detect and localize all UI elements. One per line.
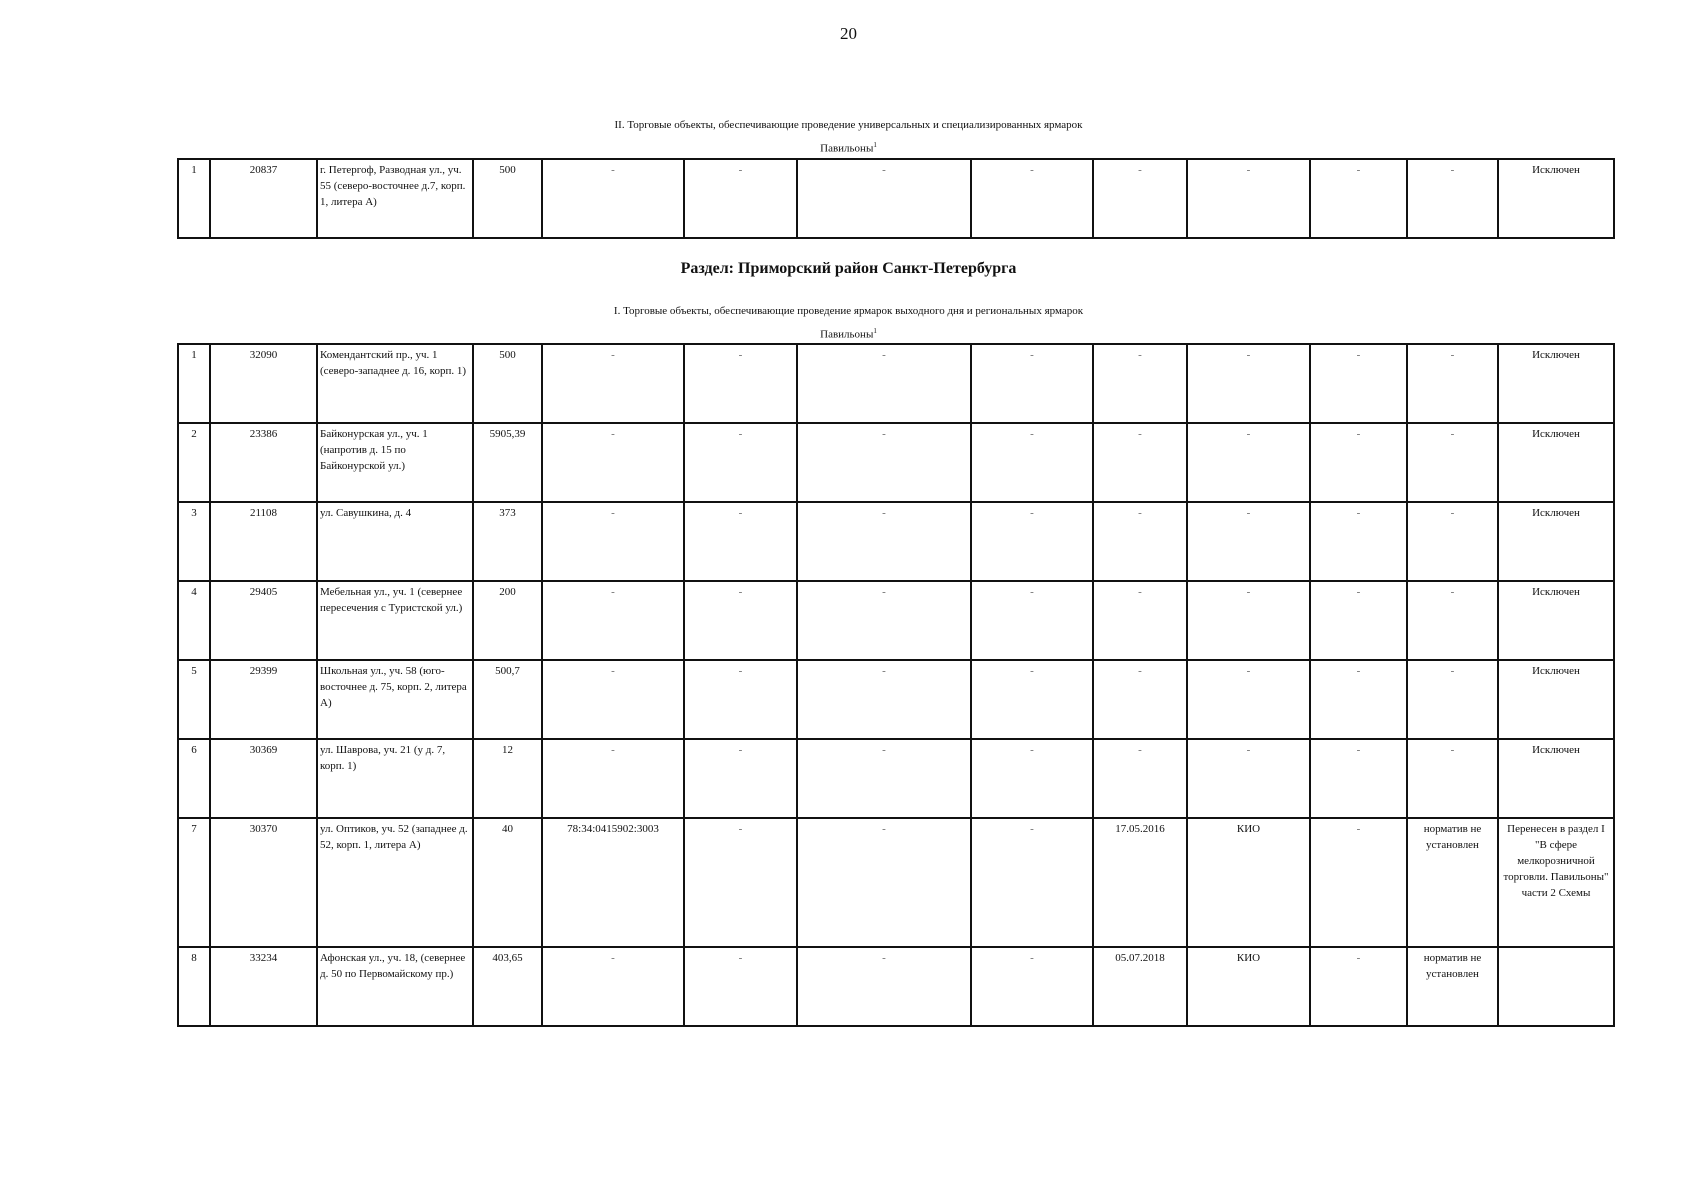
cell-organization: - bbox=[1187, 739, 1310, 818]
cell-cadastral-number: - bbox=[542, 739, 684, 818]
cell-norm: - bbox=[1407, 739, 1498, 818]
cell-col-6: - bbox=[684, 818, 797, 947]
cell-col-8: - bbox=[971, 947, 1093, 1026]
cell-col-6: - bbox=[684, 502, 797, 581]
cell-area: 40 bbox=[473, 818, 542, 947]
cell-col-11: - bbox=[1310, 947, 1407, 1026]
cell-cadastral-number: - bbox=[542, 581, 684, 660]
cell-col-8: - bbox=[971, 739, 1093, 818]
cell-object-id: 20837 bbox=[210, 159, 317, 238]
cell-norm: - bbox=[1407, 581, 1498, 660]
cell-row-number: 5 bbox=[178, 660, 210, 739]
cell-col-7: - bbox=[797, 739, 971, 818]
cell-object-id: 29399 bbox=[210, 660, 317, 739]
cell-col-11: - bbox=[1310, 660, 1407, 739]
cell-address: ул. Шаврова, уч. 21 (у д. 7, корп. 1) bbox=[317, 739, 473, 818]
cell-col-11: - bbox=[1310, 818, 1407, 947]
cell-status: Перенесен в раздел I "В сфере мелкорозничной торговли. Павильоны" части 2 Схемы bbox=[1498, 818, 1614, 947]
table-row bbox=[178, 739, 1614, 818]
cell-organization: - bbox=[1187, 344, 1310, 423]
cell-col-11: - bbox=[1310, 502, 1407, 581]
table-row bbox=[178, 502, 1614, 581]
cell-address: Школьная ул., уч. 58 (юго-восточнее д. 75, корп. 2, литера А) bbox=[317, 660, 473, 739]
cell-date: - bbox=[1093, 739, 1187, 818]
cell-organization: - bbox=[1187, 159, 1310, 238]
cell-area: 500 bbox=[473, 344, 542, 423]
part2-subcaption-footnote: 1 bbox=[873, 141, 877, 149]
cell-cadastral-number: - bbox=[542, 947, 684, 1026]
part1-subcaption bbox=[0, 327, 1697, 341]
table-row bbox=[178, 344, 1614, 423]
cell-col-11: - bbox=[1310, 423, 1407, 502]
part2-subcaption-text: Павильоны bbox=[820, 142, 874, 155]
part1-subcaption-footnote: 1 bbox=[873, 327, 877, 335]
cell-col-8: - bbox=[971, 159, 1093, 238]
cell-object-id: 29405 bbox=[210, 581, 317, 660]
table-row bbox=[178, 660, 1614, 739]
cell-norm: - bbox=[1407, 159, 1498, 238]
cell-col-7: - bbox=[797, 818, 971, 947]
cell-organization: - bbox=[1187, 660, 1310, 739]
cell-row-number: 1 bbox=[178, 344, 210, 423]
section-title: Раздел: Приморский район Санкт-Петербурга bbox=[680, 260, 1017, 277]
cell-status: Исключен bbox=[1498, 423, 1614, 502]
cell-date: - bbox=[1093, 423, 1187, 502]
cell-status bbox=[1498, 947, 1614, 1026]
cell-address: ул. Оптиков, уч. 52 (западнее д. 52, корп. 1, литера А) bbox=[317, 818, 473, 947]
table-row bbox=[178, 581, 1614, 660]
cell-row-number: 6 bbox=[178, 739, 210, 818]
cell-norm: - bbox=[1407, 344, 1498, 423]
cell-col-6: - bbox=[684, 344, 797, 423]
cell-cadastral-number: - bbox=[542, 660, 684, 739]
cell-date: - bbox=[1093, 344, 1187, 423]
cell-col-6: - bbox=[684, 739, 797, 818]
cell-col-7: - bbox=[797, 502, 971, 581]
cell-col-8: - bbox=[971, 502, 1093, 581]
cell-status: Исключен bbox=[1498, 581, 1614, 660]
part1-caption: I. Торговые объекты, обеспечивающие проведение ярмарок выходного дня и региональных ярмарок bbox=[613, 305, 1084, 317]
cell-date: - bbox=[1093, 502, 1187, 581]
cell-col-6: - bbox=[684, 423, 797, 502]
cell-col-8: - bbox=[971, 818, 1093, 947]
cell-area: 500 bbox=[473, 159, 542, 238]
cell-row-number: 3 bbox=[178, 502, 210, 581]
cell-address: ул. Савушкина, д. 4 bbox=[317, 502, 473, 581]
cell-col-6: - bbox=[684, 581, 797, 660]
cell-cadastral-number: - bbox=[542, 502, 684, 581]
cell-row-number: 7 bbox=[178, 818, 210, 947]
cell-col-11: - bbox=[1310, 739, 1407, 818]
cell-area: 200 bbox=[473, 581, 542, 660]
cell-norm: - bbox=[1407, 660, 1498, 739]
cell-row-number: 1 bbox=[178, 159, 210, 238]
cell-norm: норматив не установлен bbox=[1407, 947, 1498, 1026]
cell-organization: - bbox=[1187, 581, 1310, 660]
cell-norm: - bbox=[1407, 423, 1498, 502]
cell-col-7: - bbox=[797, 660, 971, 739]
cell-organization: КИО bbox=[1187, 818, 1310, 947]
cell-cadastral-number: - bbox=[542, 344, 684, 423]
cell-area: 5905,39 bbox=[473, 423, 542, 502]
part2-table bbox=[177, 158, 1615, 239]
cell-cadastral-number: - bbox=[542, 159, 684, 238]
cell-row-number: 4 bbox=[178, 581, 210, 660]
cell-area: 373 bbox=[473, 502, 542, 581]
cell-col-7: - bbox=[797, 947, 971, 1026]
cell-organization: - bbox=[1187, 502, 1310, 581]
cell-organization: КИО bbox=[1187, 947, 1310, 1026]
cell-status: Исключен bbox=[1498, 502, 1614, 581]
cell-row-number: 2 bbox=[178, 423, 210, 502]
cell-address: Байконурская ул., уч. 1 (напротив д. 15 по Байконурской ул.) bbox=[317, 423, 473, 502]
cell-status: Исключен bbox=[1498, 739, 1614, 818]
table-row bbox=[178, 423, 1614, 502]
cell-date: - bbox=[1093, 159, 1187, 238]
cell-status: Исключен bbox=[1498, 344, 1614, 423]
cell-col-11: - bbox=[1310, 344, 1407, 423]
cell-address: Комендантский пр., уч. 1 (северо-западнее д. 16, корп. 1) bbox=[317, 344, 473, 423]
cell-date: - bbox=[1093, 660, 1187, 739]
cell-col-8: - bbox=[971, 581, 1093, 660]
cell-col-6: - bbox=[684, 947, 797, 1026]
part2-caption: II. Торговые объекты, обеспечивающие проведение универсальных и специализированных ярмарок bbox=[614, 119, 1083, 131]
cell-status: Исключен bbox=[1498, 660, 1614, 739]
cell-area: 500,7 bbox=[473, 660, 542, 739]
cell-object-id: 32090 bbox=[210, 344, 317, 423]
cell-address: Афонская ул., уч. 18, (севернее д. 50 по Первомайскому пр.) bbox=[317, 947, 473, 1026]
cell-row-number: 8 bbox=[178, 947, 210, 1026]
cell-col-8: - bbox=[971, 423, 1093, 502]
cell-col-7: - bbox=[797, 581, 971, 660]
part1-subcaption-text: Павильоны bbox=[820, 328, 874, 341]
cell-col-6: - bbox=[684, 159, 797, 238]
table-row bbox=[178, 159, 1614, 238]
cell-object-id: 21108 bbox=[210, 502, 317, 581]
cell-col-8: - bbox=[971, 344, 1093, 423]
table-row bbox=[178, 818, 1614, 947]
part2-subcaption bbox=[0, 141, 1697, 155]
cell-object-id: 30370 bbox=[210, 818, 317, 947]
cell-object-id: 33234 bbox=[210, 947, 317, 1026]
cell-col-7: - bbox=[797, 423, 971, 502]
cell-cadastral-number: 78:34:0415902:3003 bbox=[542, 818, 684, 947]
cell-address: Мебельная ул., уч. 1 (севернее пересечения с Туристской ул.) bbox=[317, 581, 473, 660]
cell-date: 17.05.2016 bbox=[1093, 818, 1187, 947]
cell-object-id: 23386 bbox=[210, 423, 317, 502]
cell-col-7: - bbox=[797, 344, 971, 423]
cell-status: Исключен bbox=[1498, 159, 1614, 238]
part1-table bbox=[177, 343, 1615, 1027]
cell-area: 12 bbox=[473, 739, 542, 818]
cell-organization: - bbox=[1187, 423, 1310, 502]
cell-col-7: - bbox=[797, 159, 971, 238]
cell-col-6: - bbox=[684, 660, 797, 739]
cell-area: 403,65 bbox=[473, 947, 542, 1026]
cell-norm: норматив не установлен bbox=[1407, 818, 1498, 947]
cell-date: 05.07.2018 bbox=[1093, 947, 1187, 1026]
cell-object-id: 30369 bbox=[210, 739, 317, 818]
cell-address: г. Петергоф, Разводная ул., уч. 55 (северо-восточнее д.7, корп. 1, литера А) bbox=[317, 159, 473, 238]
cell-date: - bbox=[1093, 581, 1187, 660]
table-row bbox=[178, 947, 1614, 1026]
cell-col-8: - bbox=[971, 660, 1093, 739]
cell-cadastral-number: - bbox=[542, 423, 684, 502]
cell-col-11: - bbox=[1310, 581, 1407, 660]
cell-norm: - bbox=[1407, 502, 1498, 581]
page-number: 20 bbox=[840, 24, 857, 43]
cell-col-11: - bbox=[1310, 159, 1407, 238]
